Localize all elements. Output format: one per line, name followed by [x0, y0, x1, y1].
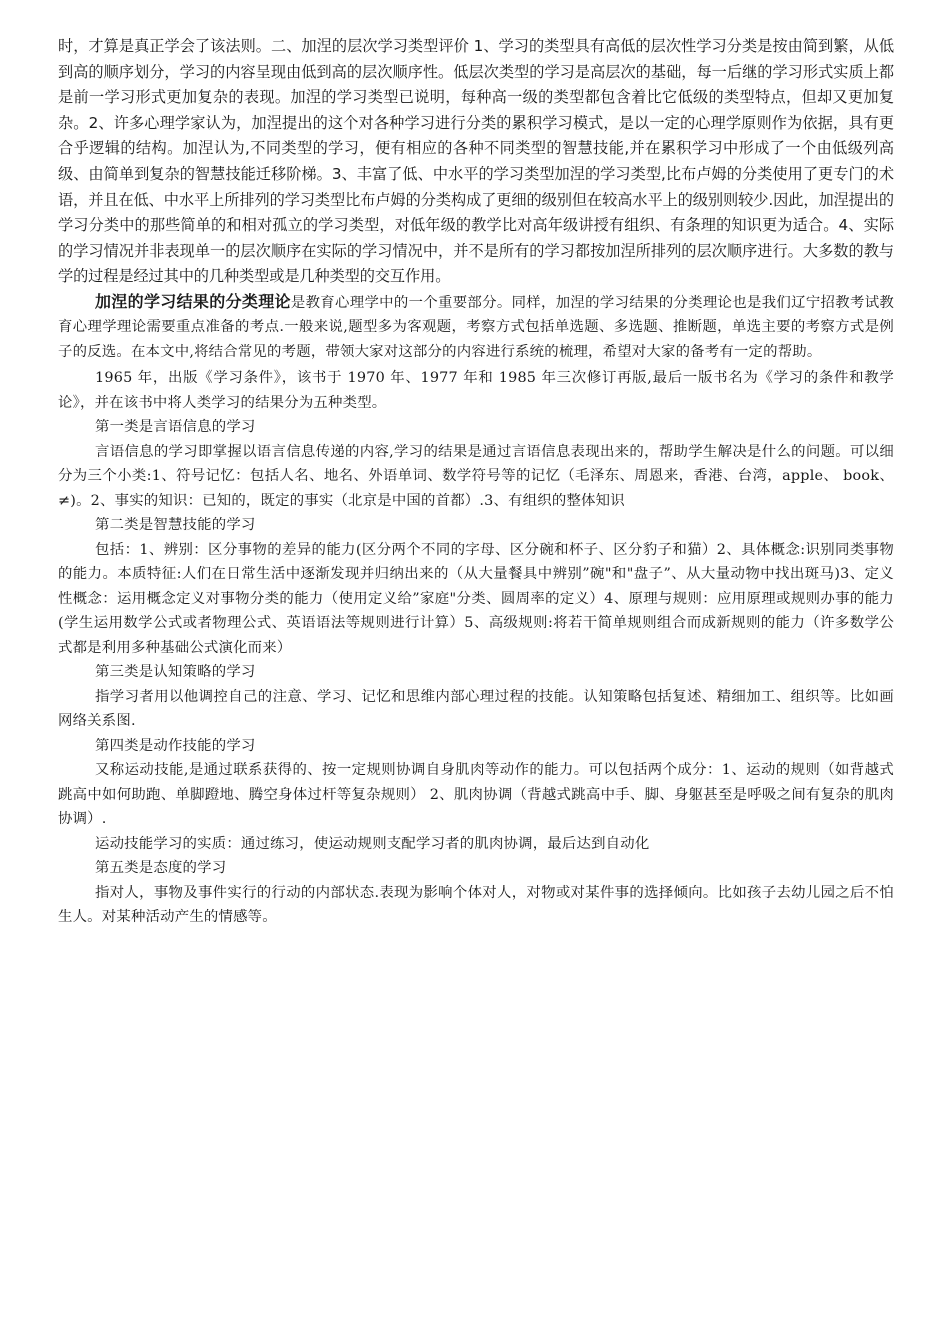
type5-body: 指对人，事物及事件实行的行动的内部状态.表现为影响个体对人，对物或对某件事的选择倾向。比如孩子去幼儿园之后不怕生人。对某种活动产生的情感等。	[58, 884, 894, 926]
theory-rest: 是教育心理学中的一个重要部分。同样，加涅的学习结果的分类理论也是我们辽宁招教考试教育心理学理论需要重点准备的考点.一般来说,题型多为客观题，考察方式包括单选题、多选题、推断题，单选主要的考察方式是例子的反选。在本文中,将结合常见的考题，带领大家对这部分的内容进行系统的梳理，希望对大家的备考有一定的帮助。	[58, 294, 894, 360]
type3-body: 指学习者用以他调控自己的注意、学习、记忆和思维内部心理过程的技能。认知策略包括复述、精细加工、组织等。比如画网络关系图.	[58, 688, 894, 730]
type2-title: 第二类是智慧技能的学习	[95, 517, 256, 534]
type4-essence: 运动技能学习的实质：通过练习，使运动规则支配学习者的肌肉协调，最后达到自动化	[95, 835, 650, 852]
theory-paragraph	[58, 290, 894, 365]
type1-body: 言语信息的学习即掌握以语言信息传递的内容,学习的结果是通过言语信息表现出来的，帮助学生解决是什么的问题。可以细分为三个小类:1、符号记忆：包括人名、地名、外语单词、数学符号等的记忆（毛泽东、周恩来，香港、台湾，apple、 book、≠)。2、事实的知识：已知的，既定的事实（北京是中国的首都）.3、有组织的整体知识	[58, 443, 894, 509]
type4-title: 第四类是动作技能的学习	[95, 737, 256, 754]
type4-body: 又称运动技能,是通过联系获得的、按一定规则协调自身肌肉等动作的能力。可以包括两个成分：1、运动的规则（如背越式跳高中如何助跑、单脚蹬地、腾空身体过杆等复杂规则） 2、肌肉协调（背越式跳高中手、脚、身躯甚至是呼吸之间有复杂的肌肉协调）.	[58, 762, 894, 828]
type1-title: 第一类是言语信息的学习	[95, 419, 256, 436]
type2-body: 包括：1、辨别：区分事物的差异的能力(区分两个不同的字母、区分碗和杯子、区分豹子和猫）2、具体概念:识别同类事物的能力。本质特征:人们在日常生活中逐渐发现并归纳出来的（从大量餐具中辨别”碗"和"盘子”、从大量动物中找出斑马)3、定义性概念：运用概念定义对事物分类的能力（使用定义给”家庭"分类、圆周率的定义）4、原理与规则：应用原理或规则办事的能力(学生运用数学公式或者物理公式、英语语法等规则进行计算）5、高级规则:将若干简单规则组合而成新规则的能力（许多数学公式都是利用多种基础公式演化而来）	[58, 541, 894, 656]
history-paragraph: 1965 年，出版《学习条件》，该书于 1970 年、1977 年和 1985 年三次修订再版,最后一版书名为《学习的条件和教学论》，并在该书中将人类学习的结果分为五种类型。	[58, 370, 894, 411]
type5-title: 第五类是态度的学习	[95, 860, 227, 877]
intro-paragraph: 时，才算是真正学会了该法则。二、加涅的层次学习类型评价 1、学习的类型具有高低的层次性学习分类是按由简到繁，从低到高的顺序划分，学习的内容呈现由低到高的层次顺序性。低层次类型的学习是高层次的基础，每一后继的学习形式实质上都是前一学习形式更加复杂的表现。加涅的学习类型已说明，每种高一级的类型都包含着比它低级的类型特点，但却又更加复杂。2、许多心理学家认为，加涅提出的这个对各种学习进行分类的累积学习模式，是以一定的心理学原则作为依据，具有更合乎逻辑的结构。加涅认为,不同类型的学习，便有相应的各种不同类型的智慧技能,并在累积学习中形成了一个由低级列高级、由简单到复杂的智慧技能迁移阶梯。3、丰富了低、中水平的学习类型加涅的学习类型,比布卢姆的分类使用了更专门的术语，并且在低、中水平上所排列的学习类型比布卢姆的分类构成了更细的级别但在较高水平上的级别则较少.因此，加涅提出的学习分类中的那些简单的和相对孤立的学习类型，对低年级的教学比对高年级讲授有组织、有条理的知识更为适合。4、实际的学习情况并非表现单一的层次顺序在实际的学习情况中，并不是所有的学习都按加涅所排列的层次顺序进行。大多数的教与学的过程是经过其中的几种类型或是几种类型的交互作用。	[58, 37, 894, 286]
type3-title: 第三类是认知策略的学习	[95, 664, 256, 681]
document-page	[58, 34, 894, 930]
theory-lead: 加涅的学习结果的分类理论	[95, 291, 291, 311]
